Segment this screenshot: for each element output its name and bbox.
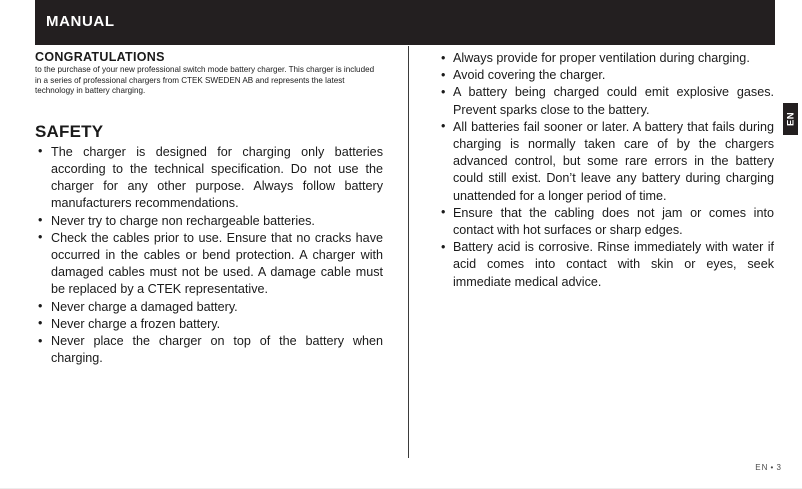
safety-bullet-list: [35, 144, 383, 368]
language-side-tab-label: EN: [785, 112, 796, 126]
congratulations-heading: CONGRATULATIONS: [35, 50, 165, 64]
language-side-tab: [783, 103, 798, 135]
page-number: 3: [776, 463, 782, 472]
page-header-bar: [35, 0, 775, 45]
page-title: MANUAL: [46, 13, 115, 30]
list-item: • Never try to charge non rechargeable batteries.: [35, 213, 383, 230]
list-item: • Always provide for proper ventilation during charging.: [438, 50, 774, 67]
footer-language: EN: [755, 463, 769, 472]
list-item: • A battery being charged could emit explosive gases. Prevent sparks close to the battery.: [438, 84, 774, 118]
list-item: • All batteries fail sooner or later. A battery that fails during charging is normally taken care of by the chargers advanced control, but some rare errors in the battery could still exist. Don’t leave any battery during charging unattended for a longer period of time.: [438, 119, 774, 205]
safety-bullet-list-continued: [438, 50, 774, 291]
list-item: • Battery acid is corrosive. Rinse immediately with water if acid comes into contact with skin or eyes, seek immediate medical advice.: [438, 239, 774, 291]
list-item: • Never charge a damaged battery.: [35, 299, 383, 316]
left-column: [35, 50, 383, 367]
list-item: • The charger is designed for charging only batteries according to the technical specification. Do not use the charger for any other purpose. Always follow battery manufacturers recommendations.: [35, 144, 383, 213]
congratulations-body: to the purchase of your new professional switch mode battery charger. This charger is included in a series of professional chargers from CTEK SWEDEN AB and represents the latest technology in battery charging.: [35, 65, 375, 96]
list-item: • Ensure that the cabling does not jam or comes into contact with hot surfaces or sharp edges.: [438, 205, 774, 239]
list-item: • Avoid covering the charger.: [438, 67, 774, 84]
list-item: • Never charge a frozen battery.: [35, 316, 383, 333]
right-column: [438, 50, 774, 291]
list-item: • Never place the charger on top of the battery when charging.: [35, 333, 383, 367]
safety-heading: SAFETY: [35, 121, 104, 141]
list-item: • Check the cables prior to use. Ensure that no cracks have occurred in the cables or bend protection. A charger with damaged cables must not be used. A damage cable must be replaced by a CTEK representative.: [35, 230, 383, 299]
page-footer: [755, 463, 782, 472]
column-divider: [408, 46, 409, 458]
footer-separator: •: [770, 463, 775, 472]
